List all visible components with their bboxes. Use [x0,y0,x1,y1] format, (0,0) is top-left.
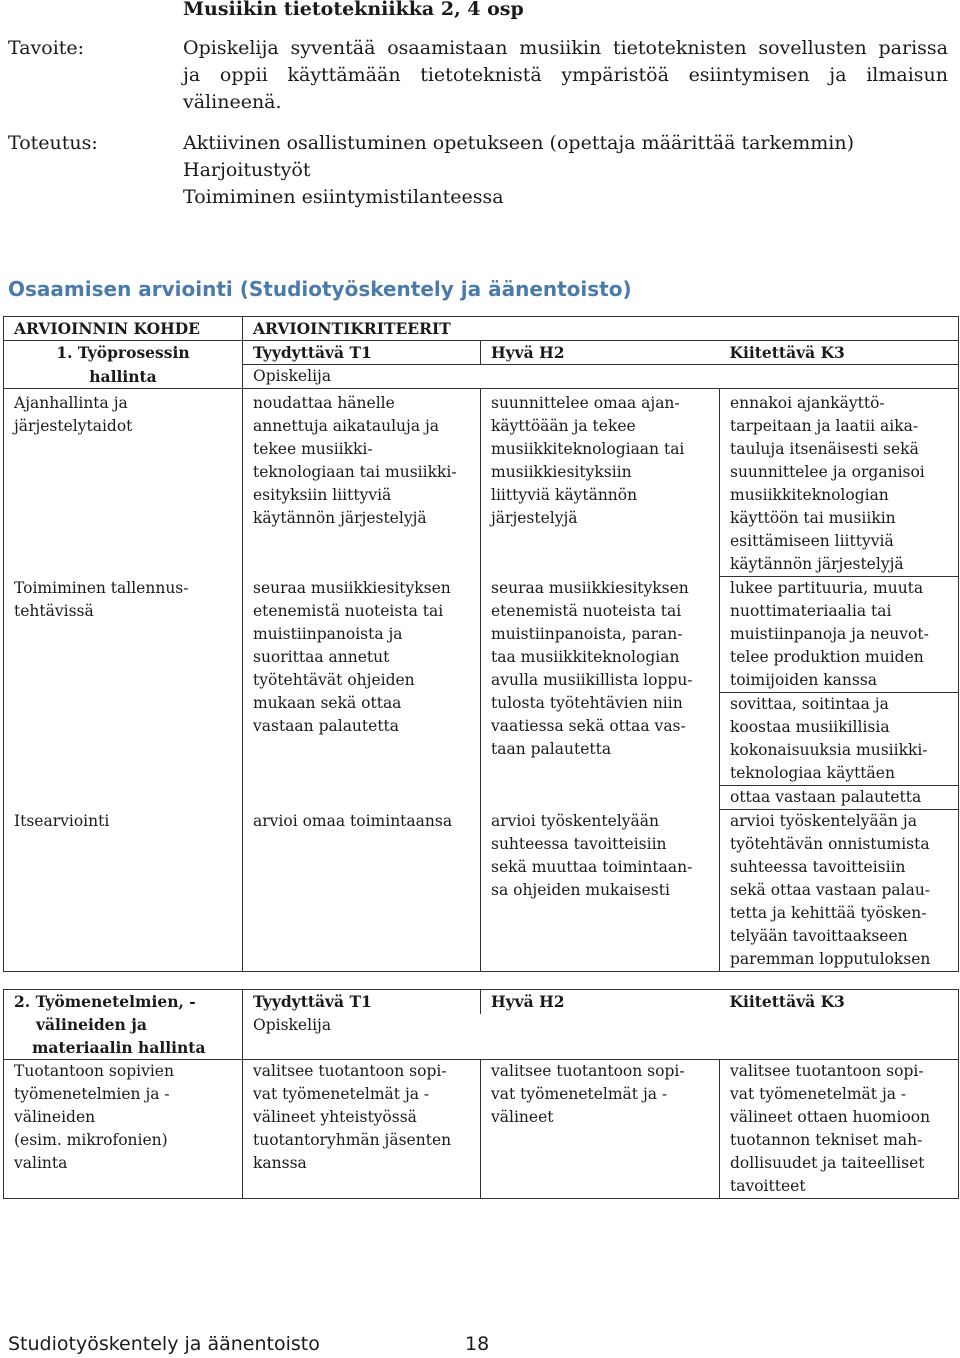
cell-line: sekä ottaa vastaan palau- [730,881,931,899]
table-row [4,810,959,972]
k3-cell [720,577,959,810]
grade-t1: Tyydyttävä T1 [243,341,481,365]
cell-line: tarpeitaan ja laatii aika- [730,417,919,435]
cell-line: välineet ottaen huomioon [730,1108,931,1126]
cell-line: musiikkiteknologian [730,486,889,504]
cell-line: suhteessa tavoitteisiin [491,834,667,853]
cell-line: käytännön järjestelyjä [730,555,904,573]
cell-line: käyttöön tai musiikin [730,509,896,527]
cell-line: liittyviä käytännön [491,486,638,504]
cell-line: työtehtävät ohjeiden [253,670,415,689]
cell-line: sekä muuttaa toimintaan- [491,857,693,876]
cell-line: muistiinpanoista, paran- [491,624,683,643]
grade-row [4,990,959,1014]
cell-line: Ajanhallinta ja [14,394,128,412]
cell-line: koostaa musiikillisia [730,718,890,736]
opiskelija-label: Opiskelija [243,1014,959,1060]
cell-line: paremman lopputuloksen [730,950,931,968]
section-title: Osaamisen arviointi (Studiotyöskentely ja äänentoisto) [8,277,632,301]
assessment-table-1 [3,316,959,972]
cell-line: etenemistä nuoteista tai [491,601,682,620]
t1-cell [243,389,481,577]
h2-cell [481,1060,720,1199]
cell-line: teknologiaan tai musiikki- [253,463,457,481]
header-kriteerit: ARVIOINTIKRITEERIT [243,317,959,341]
cell-line: sa ohjeiden mukaisesti [491,880,670,899]
cell-line: Toimiminen tallennus- [14,578,189,597]
cell-line: muistiinpanoja ja neuvot- [730,625,929,643]
cell-line: valitsee tuotantoon sopi- [253,1062,447,1080]
cell-line: ottaa vastaan palautetta [730,788,922,806]
cell-line: valitsee tuotantoon sopi- [730,1062,924,1080]
goal-line: välineenä. [183,91,282,113]
table-row [4,389,959,577]
impl-line: Aktiivinen osallistuminen opetukseen (opettaja määrittää tarkemmin) [183,132,855,154]
group-title-line: 2. Työmenetelmien, - [14,992,196,1011]
cell-line: järjestelyjä [491,509,578,527]
cell-line: musiikkiesityksiin [491,463,632,481]
grade-h2: Hyvä H2 [481,341,720,365]
table-row [4,1060,959,1199]
t1-cell [243,577,481,810]
t1-cell [243,810,481,972]
cell-line: suhteessa tavoitteisiin [730,858,906,876]
cell-line: teknologiaa käyttäen [720,762,958,786]
group-title-line: materiaalin hallinta [32,1038,206,1057]
table-header-row [4,317,959,341]
cell-line: käyttöään ja tekee [491,417,636,435]
cell-line: etenemistä nuoteista tai [253,601,444,620]
grade-t1: Tyydyttävä T1 [243,990,481,1014]
cell-line: dollisuudet ja taiteelliset [730,1154,925,1172]
cell-line: avulla musiikillista loppu- [491,670,693,689]
opiskelija-row [4,365,959,389]
cell-line: esityksiin liittyviä [253,486,392,504]
cell-line: seuraa musiikkiesityksen [491,578,689,597]
impl-label: Toteutus: [8,132,98,154]
cell-line: seuraa musiikkiesityksen [253,578,451,597]
h2-cell [481,577,720,810]
cell-line: tulosta työtehtävien niin [491,693,683,712]
cell-line: Tuotantoon sopivien [14,1062,174,1080]
cell-line: suorittaa annetut [253,647,390,666]
cell-line: Itsearviointi [14,811,110,830]
cell-line: tehtävissä [14,601,94,620]
target-cell [4,389,243,577]
cell-line: (esim. mikrofonien) [14,1131,168,1149]
target-cell [4,810,243,972]
cell-line: järjestelytaidot [14,417,133,435]
impl-text [183,130,948,211]
cell-line: arvioi työskentelyään [491,811,659,830]
table-row [4,577,959,810]
grade-row [4,341,959,365]
cell-line: musiikkiteknologiaan tai [491,440,685,458]
goal-line: ja oppii käyttämään tietoteknistä ympäristöä esiintymisen ja ilmaisun [183,64,948,86]
group-title [4,990,243,1060]
cell-line: tuotannon tekniset mah- [730,1131,923,1149]
cell-line: vat työmenetelmät ja - [253,1085,430,1103]
cell-line: annettuja aikatauluja ja [253,417,440,435]
cell-line: toimijoiden kanssa [720,669,958,693]
h2-cell [481,810,720,972]
group-title-line: hallinta [89,366,157,386]
footer-text: Studiotyöskentely ja äänentoisto [8,1333,320,1355]
cell-line: välineiden [14,1108,96,1126]
cell-line: tauluja itsenäisesti sekä [730,440,919,458]
header-kohde: ARVIOINNIN KOHDE [4,317,243,341]
page-number: 18 [465,1333,490,1355]
cell-line: taa musiikkiteknologian [491,647,680,666]
cell-line: sovittaa, soitintaa ja [730,695,889,713]
group-title [4,341,243,365]
cell-line: arvioi omaa toimintaansa [253,811,453,830]
cell-line: esittämiseen liittyviä [730,532,894,550]
cell-line: kanssa [253,1154,307,1172]
goal-label: Tavoite: [8,37,85,59]
target-cell [4,577,243,810]
group-title-line: 1. Työprosessin [56,343,190,362]
k3-cell [720,1060,959,1199]
grade-k3: Kiitettävä K3 [720,990,959,1014]
cell-line: tuotantoryhmän jäsenten [253,1131,452,1149]
assessment-table-2 [3,989,959,1199]
cell-line: nuottimateriaalia tai [730,602,892,620]
cell-line: muistiinpanoista ja [253,624,403,643]
k3-cell [720,389,959,577]
cell-line: välineet yhteistyössä [253,1108,417,1126]
cell-line: ennakoi ajankäyttö- [730,394,885,412]
cell-line: vastaan palautetta [253,716,400,735]
cell-line: suunnittelee ja organisoi [730,463,925,481]
cell-line: noudattaa hänelle [253,394,395,412]
cell-line: vaatiessa sekä ottaa vas- [491,716,686,735]
cell-line: valinta [14,1154,68,1172]
group-title-line: välineiden ja [36,1015,147,1034]
opiskelija-label: Opiskelija [243,365,959,389]
cell-line: mukaan sekä ottaa [253,693,402,712]
cell-line: välineet [491,1108,554,1126]
cell-line: taan palautetta [491,739,612,758]
cell-line: lukee partituuria, muuta [730,579,924,597]
k3-cell [720,810,959,972]
cell-line: telyään tavoittaakseen [730,927,908,945]
cell-line: työmenetelmien ja - [14,1085,170,1103]
impl-line: Harjoitustyöt [183,159,311,181]
h2-cell [481,389,720,577]
cell-line: tavoitteet [730,1177,806,1195]
goal-text [183,35,948,116]
cell-line: kokonaisuuksia musiikki- [730,741,928,759]
goal-line: Opiskelija syventää osaamistaan musiikin tietoteknisten sovellusten parissa [183,37,948,59]
cell-line: tetta ja kehittää työsken- [730,904,927,922]
cell-line: vat työmenetelmät ja - [491,1085,668,1103]
cell-line: tekee musiikki- [253,440,373,458]
target-cell [4,1060,243,1199]
grade-k3: Kiitettävä K3 [720,341,959,365]
grade-h2: Hyvä H2 [481,990,720,1014]
cell-line: arvioi työskentelyään ja [730,812,917,830]
cell-line: suunnittelee omaa ajan- [491,394,680,412]
cell-line: käytännön järjestelyjä [253,509,427,527]
cell-line: telee produktion muiden [730,648,924,666]
cell-line: vat työmenetelmät ja - [730,1085,907,1103]
course-title: Musiikin tietotekniikka 2, 4 osp [183,0,524,20]
group-title-cont [4,365,243,389]
cell-line: työtehtävän onnistumista [730,835,930,853]
cell-line: valitsee tuotantoon sopi- [491,1062,685,1080]
impl-line: Toimiminen esiintymistilanteessa [183,186,504,208]
t1-cell [243,1060,481,1199]
